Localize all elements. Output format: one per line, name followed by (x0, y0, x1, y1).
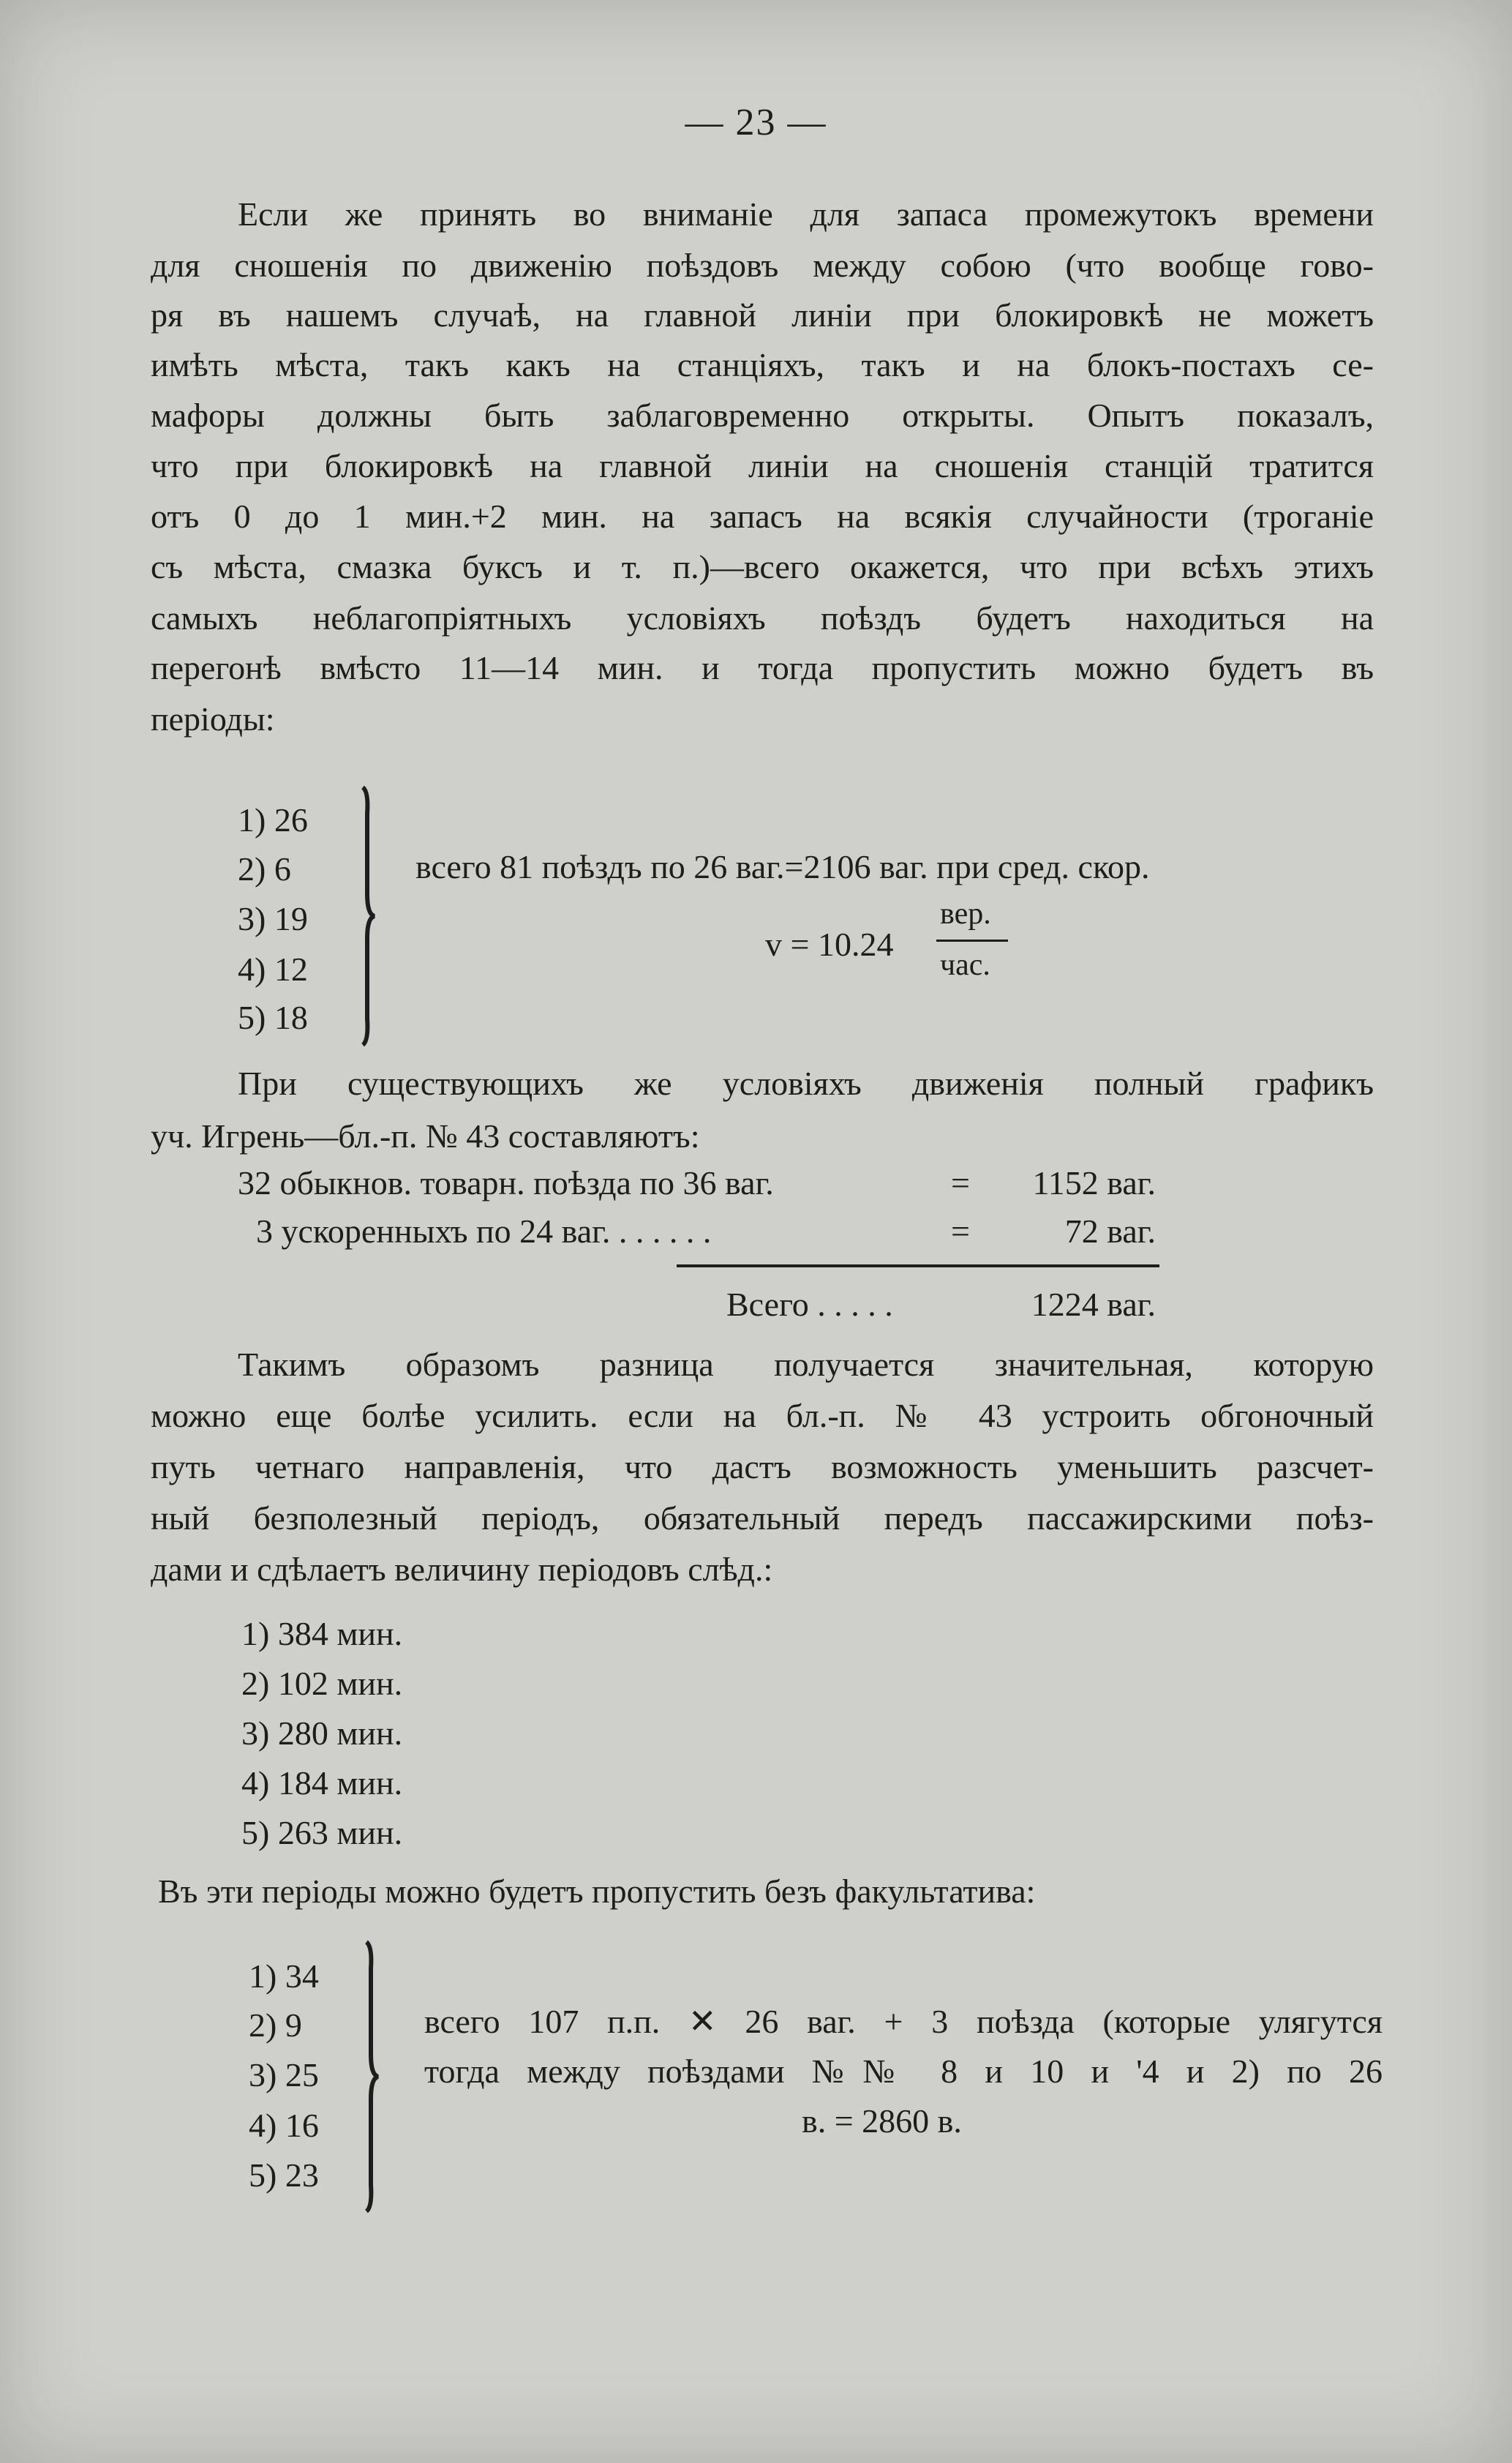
list3-item: 4) 16 (249, 2107, 319, 2144)
paragraph3-line-4: ный безполезный періодъ, обязательный передъ пассажирскими поѣз- (151, 1499, 1374, 1537)
paragraph3-line-1: Такимъ образомъ разница получается значительная, которую (238, 1346, 1374, 1383)
list3-brace (353, 1939, 383, 2214)
paragraph1-line-10: перегонѣ вмѣсто 11—14 мин. и тогда пропустить можно будетъ въ (151, 649, 1374, 686)
page-number: — 23 — (685, 102, 827, 143)
list2-item: 3) 280 мин. (241, 1714, 403, 1752)
list3-item: 1) 34 (249, 1957, 319, 1995)
paragraph3-line-2: можно еще болѣе усилить. если на бл.-п. № 43 устроить обгоночный (151, 1397, 1374, 1434)
tally-row2-eq: = (951, 1212, 970, 1250)
paragraph4: Въ эти періоды можно будетъ пропустить безъ факультатива: (158, 1872, 1036, 1910)
list1-item: 3) 19 (238, 900, 308, 937)
tally-total-value: 1224 ваг. (1031, 1286, 1156, 1323)
list2-item: 4) 184 мин. (241, 1764, 403, 1802)
tally-row2-value: 72 ваг. (1064, 1212, 1156, 1250)
paragraph1-line-1: Если же принять во вниманіе для запаса промежутокъ времени (238, 195, 1374, 233)
list2-item: 1) 384 мин. (241, 1615, 403, 1652)
list3-summary-line-1: всего 107 п.п. ✕ 26 ваг. + 3 поѣзда (которые улягутся (424, 2003, 1383, 2040)
tally-total-label: Всего . . . . . (726, 1286, 893, 1323)
paragraph1-line-8: съ мѣста, смазка буксъ и т. п.)—всего окажется, что при всѣхъ этихъ (151, 548, 1374, 585)
list1-formula-numerator: вер. (940, 897, 991, 931)
paragraph1-line-11: періоды: (151, 700, 275, 738)
list1-summary: всего 81 поѣздъ по 26 ваг.=2106 ваг. при сред. скор. (415, 848, 1150, 885)
sum-rule (677, 1264, 1159, 1267)
paragraph3-line-5: дами и сдѣлаетъ величину періодовъ слѣд.: (151, 1551, 773, 1588)
paragraph1-line-9: самыхъ неблагопріятныхъ условіяхъ поѣздъ будетъ находиться на (151, 599, 1374, 637)
list1-brace (350, 784, 379, 1048)
paragraph1-line-5: мафоры должны быть заблаговременно открыты. Опытъ показалъ, (151, 397, 1374, 434)
list1-item: 2) 6 (238, 850, 291, 888)
paragraph1-line-2: для сношенія по движенію поѣздовъ между собою (что вообще гово- (151, 247, 1374, 284)
paragraph2-line-1: При существующихъ же условіяхъ движенія полный графикъ (238, 1065, 1374, 1102)
paragraph3-line-3: путь четнаго направленія, что дастъ возможность уменьшить разсчет- (151, 1448, 1374, 1485)
list3-item: 2) 9 (249, 2006, 302, 2044)
list1-formula-lhs: v = 10.24 (765, 926, 894, 963)
list3-item: 5) 23 (249, 2156, 319, 2194)
paragraph1-line-4: имѣть мѣста, такъ какъ на станціяхъ, такъ и на блокъ-постахъ се- (151, 346, 1374, 383)
list1-item: 1) 26 (238, 801, 308, 839)
list2-item: 5) 263 мин. (241, 1814, 403, 1851)
list1-formula-denominator: час. (940, 948, 990, 982)
list1-item: 5) 18 (238, 999, 308, 1036)
tally-row1-value: 1152 ваг. (1032, 1164, 1156, 1201)
tally-row1-label: 32 обыкнов. товарн. поѣзда по 36 ваг. (238, 1164, 774, 1201)
paragraph1-line-6: что при блокировкѣ на главной линіи на сношенія станцій тратится (151, 447, 1374, 484)
list3-summary-line-2: тогда между поѣздами №№ 8 и 10 и '4 и 2) по 26 (424, 2052, 1383, 2090)
list2-item: 2) 102 мин. (241, 1665, 403, 1702)
tally-row2-label: 3 ускоренныхъ по 24 ваг. . . . . . . (256, 1212, 712, 1250)
paragraph1-line-7: отъ 0 до 1 мин.+2 мин. на запасъ на всякія случайности (троганіе (151, 498, 1374, 535)
list3-item: 3) 25 (249, 2056, 319, 2093)
paragraph1-line-3: ря въ нашемъ случаѣ, на главной линіи при блокировкѣ не можетъ (151, 296, 1374, 334)
list1-item: 4) 12 (238, 951, 308, 988)
paragraph2-line-2: уч. Игрень—бл.-п. № 43 составляютъ: (151, 1117, 700, 1155)
tally-row1-eq: = (951, 1164, 970, 1201)
list3-summary-line-3: в. = 2860 в. (802, 2102, 962, 2140)
fraction-bar (936, 940, 1008, 942)
